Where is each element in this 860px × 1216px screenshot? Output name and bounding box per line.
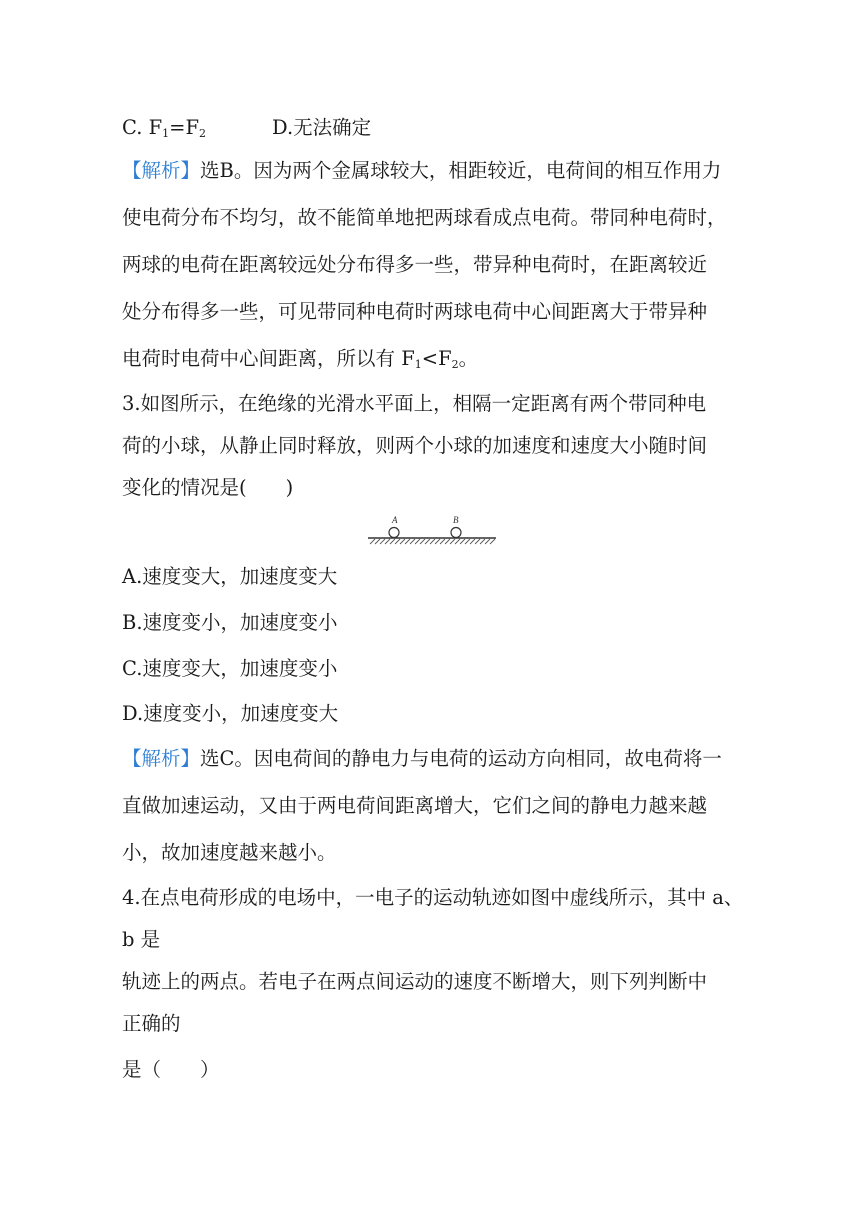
analysis2-line-4: 处分布得多一些，可见带同种电荷时两球电荷中心间距离大于带异种 (122, 300, 708, 323)
analysis2-line-5 (122, 345, 478, 373)
question3-line-3: 变化的情况是( ) (122, 476, 294, 499)
analysis-text: 电荷时电荷中心间距离，所以有 F (122, 347, 415, 370)
option-c-text-mid: =F (169, 116, 200, 139)
label-a: A (392, 515, 398, 525)
ball-a (389, 528, 399, 538)
analysis-text: 选C。因电荷间的静电力与电荷的运动方向相同，故电荷将一 (200, 747, 722, 770)
analysis-text: 选B。因为两个金属球较大，相距较近，电荷间的相互作用力 (200, 159, 722, 182)
analysis2-line-3: 两球的电荷在距离较远处分布得多一些，带异种电荷时，在距离较近 (122, 253, 708, 276)
label-b: B (453, 515, 459, 525)
subscript-2: 2 (199, 127, 207, 140)
analysis3-line-2: 直做加速运动，又由于两电荷间距离增大，它们之间的静电力越来越 (122, 794, 708, 817)
analysis2-line-1 (122, 157, 721, 185)
option-d-text: D.无法确定 (272, 116, 372, 139)
analysis-text-end: 。 (458, 347, 479, 370)
subscript-1: 1 (414, 358, 422, 371)
question4-line-5: 是（ ） (122, 1058, 220, 1081)
subscript-1: 1 (162, 127, 170, 140)
analysis3-line-1 (122, 745, 722, 773)
subscript-2: 2 (451, 358, 459, 371)
question3-line-2: 荷的小球，从静止同时释放，则两个小球的加速度和速度大小随时间 (122, 434, 708, 457)
question3-line-1: 3.如图所示，在绝缘的光滑水平面上，相隔一定距离有两个带同种电 (122, 392, 707, 415)
question4-line-3: 轨迹上的两点。若电子在两点间运动的速度不断增大，则下列判断中 (122, 970, 708, 993)
analysis-tag: 【解析】 (122, 747, 201, 770)
two-balls-figure (364, 512, 500, 554)
surface-hatching (370, 539, 495, 544)
analysis-text-mid: <F (421, 347, 452, 370)
question4-line-1: 4.在点电荷形成的电场中，一电子的运动轨迹如图中虚线所示，其中 a、 (122, 886, 744, 909)
analysis2-line-2: 使电荷分布不均匀，故不能简单地把两球看成点电荷。带同种电荷时， (122, 206, 727, 229)
question3-option-d: D.速度变小，加速度变大 (122, 702, 339, 725)
question3-option-a: A.速度变大，加速度变大 (122, 565, 338, 588)
option-c-q2 (122, 114, 206, 142)
balls-on-surface-diagram (364, 512, 500, 550)
analysis-tag: 【解析】 (122, 159, 201, 182)
ball-b (451, 528, 461, 538)
question4-line-2: b 是 (122, 928, 161, 951)
option-c-text: C. F (122, 116, 163, 139)
question3-option-b: B.速度变小，加速度变小 (122, 611, 338, 634)
analysis3-line-3: 小，故加速度越来越小。 (122, 841, 337, 864)
question4-line-4: 正确的 (122, 1012, 181, 1035)
option-d-q2 (272, 114, 371, 142)
question3-option-c: C.速度变大，加速度变小 (122, 657, 338, 680)
